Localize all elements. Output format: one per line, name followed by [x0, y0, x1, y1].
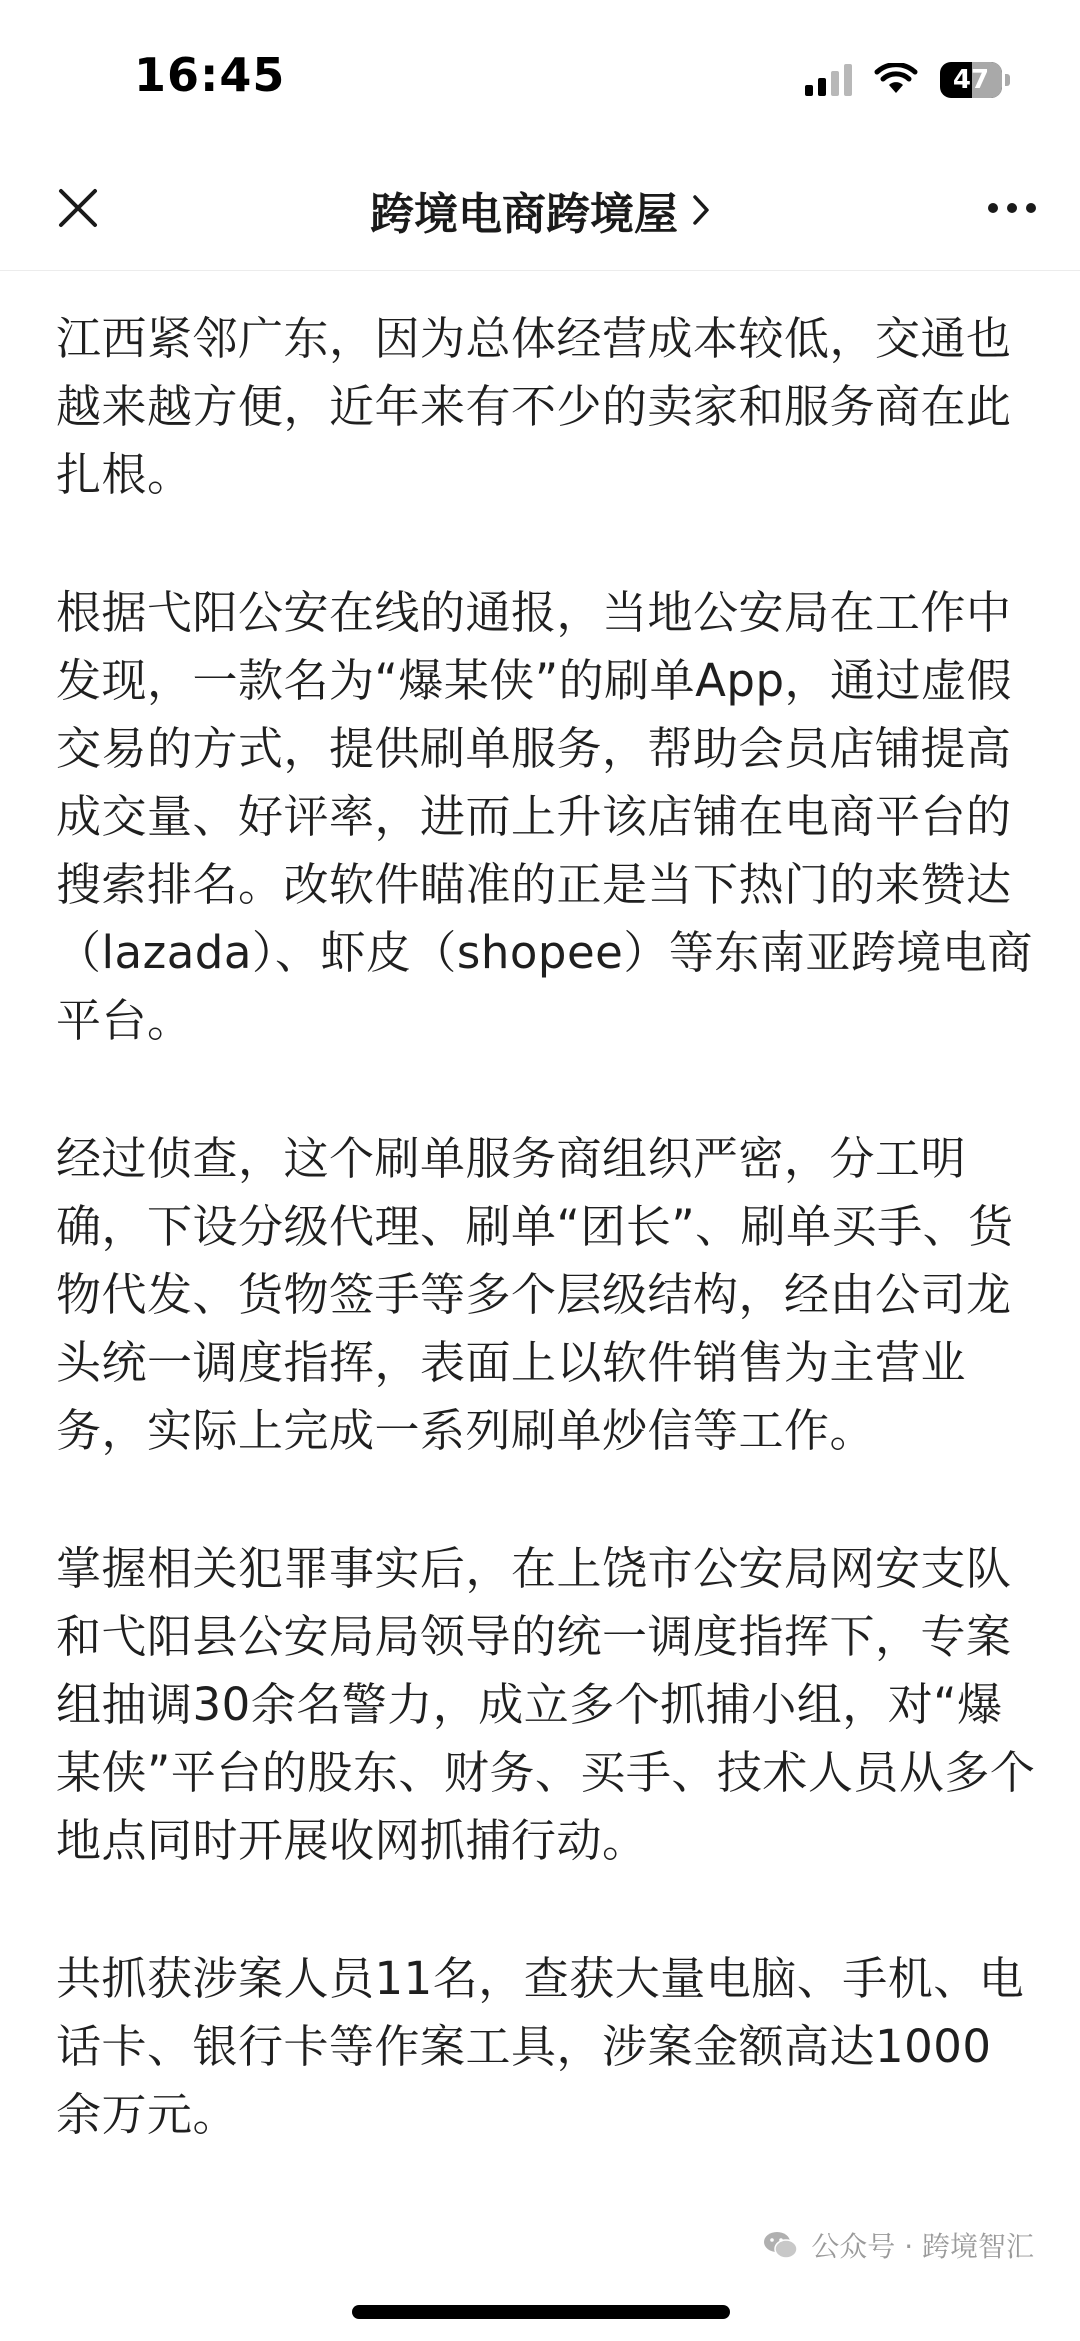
nav-bar	[0, 150, 1080, 271]
home-indicator[interactable]	[352, 2305, 730, 2319]
close-button[interactable]	[40, 170, 116, 246]
watermark	[763, 2225, 1034, 2265]
status-bar	[0, 0, 1080, 150]
status-icons	[805, 60, 1010, 100]
wechat-icon	[763, 2230, 799, 2260]
article-paragraph-1: 江西紧邻广东，因为总体经营成本较低，交通也越来越方便，近年来有不少的卖家和服务商在此扎根。	[56, 312, 1012, 501]
article-paragraph-2: 根据弋阳公安在线的通报，当地公安局在工作中发现，一款名为“爆某侠”的刷单App，通过虚假交易的方式，提供刷单服务，帮助会员店铺提高成交量、好评率，进而上升该店铺在电商平台的搜索排名。改软件瞄准的正是当下热门的来赞达（lazada）、虾皮（shopee）等东南亚跨境电商平台。	[56, 586, 1033, 1047]
close-icon	[57, 187, 99, 229]
battery-level: 47	[952, 65, 990, 95]
wifi-icon	[874, 63, 918, 97]
more-icon	[988, 203, 998, 213]
more-button[interactable]	[974, 170, 1050, 246]
signal-icon	[805, 64, 852, 96]
battery-icon	[940, 62, 1010, 98]
article-paragraph-3: 经过侦查，这个刷单服务商组织严密，分工明确，下设分级代理、刷单“团长”、刷单买手、货物代发、货物签手等多个层级结构，经由公司龙头统一调度指挥，表面上以软件销售为主营业务，实际上完成一系列刷单炒信等工作。	[56, 1132, 1014, 1457]
account-title-link[interactable]	[370, 178, 710, 242]
chevron-right-icon	[692, 194, 710, 226]
article-body	[56, 305, 1036, 2219]
watermark-text: 公众号 · 跨境智汇	[811, 2230, 1034, 2263]
article-paragraph-5: 共抓获涉案人员11名，查获大量电脑、手机、电话卡、银行卡等作案工具，涉案金额高达1000余万元。	[56, 1952, 1025, 2141]
nav-title: 跨境电商跨境屋	[370, 189, 678, 240]
status-time: 16:45	[134, 48, 286, 102]
article-paragraph-4: 掌握相关犯罪事实后，在上饶市公安局网安支队和弋阳县公安局局领导的统一调度指挥下，专案组抽调30余名警力，成立多个抓捕小组，对“爆某侠”平台的股东、财务、买手、技术人员从多个地点同时开展收网抓捕行动。	[56, 1542, 1036, 1867]
